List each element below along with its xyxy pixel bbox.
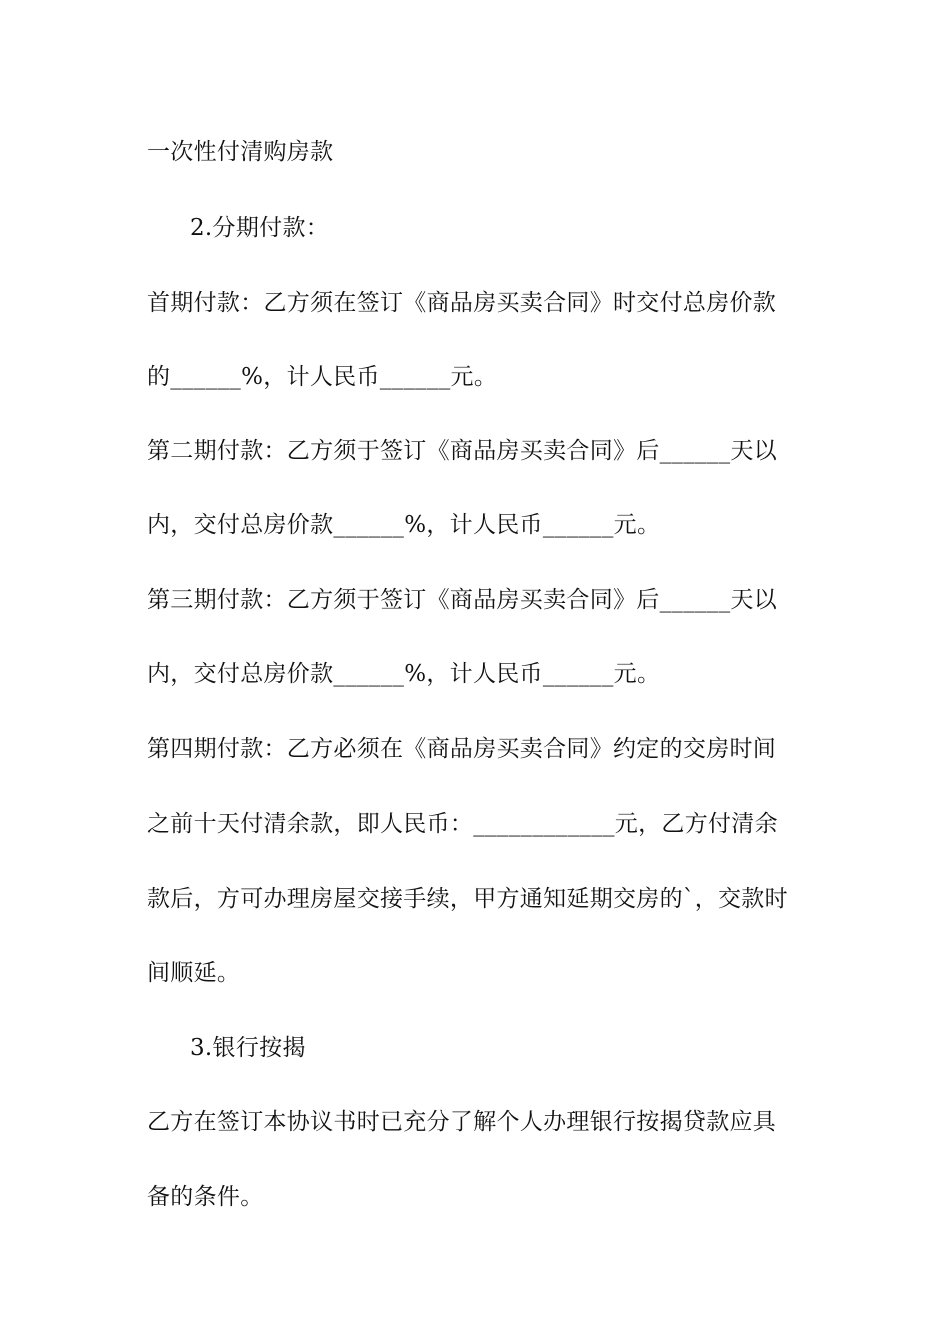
- paragraph-line: 间顺延。: [147, 960, 241, 986]
- section-heading: 3.银行按揭: [190, 1035, 306, 1061]
- paragraph-line: 内，交付总房价款______%，计人民币______元。: [147, 512, 661, 538]
- paragraph-line: 款后，方可办理房屋交接手续，甲方通知延期交房的`，交款时: [147, 886, 788, 912]
- paragraph-line: 乙方在签订本协议书时已充分了解个人办理银行按揭贷款应具: [147, 1109, 777, 1135]
- section-heading: 2.分期付款：: [190, 215, 330, 241]
- paragraph-line: 一次性付清购房款: [147, 139, 334, 165]
- paragraph-line: 第三期付款：乙方须于签订《商品房买卖合同》后______天以: [147, 587, 777, 613]
- paragraph-line: 的______%，计人民币______元。: [147, 364, 498, 390]
- paragraph-line: 之前十天付清余款，即人民币：____________元，乙方付清余: [147, 811, 778, 837]
- paragraph-line: 第二期付款：乙方须于签订《商品房买卖合同》后______天以: [147, 438, 777, 464]
- paragraph-line: 第四期付款：乙方必须在《商品房买卖合同》约定的交房时间: [147, 736, 777, 762]
- paragraph-line: 内，交付总房价款______%，计人民币______元。: [147, 661, 661, 687]
- paragraph-line: 首期付款：乙方须在签订《商品房买卖合同》时交付总房价款: [147, 290, 777, 316]
- paragraph-line: 备的条件。: [147, 1184, 264, 1210]
